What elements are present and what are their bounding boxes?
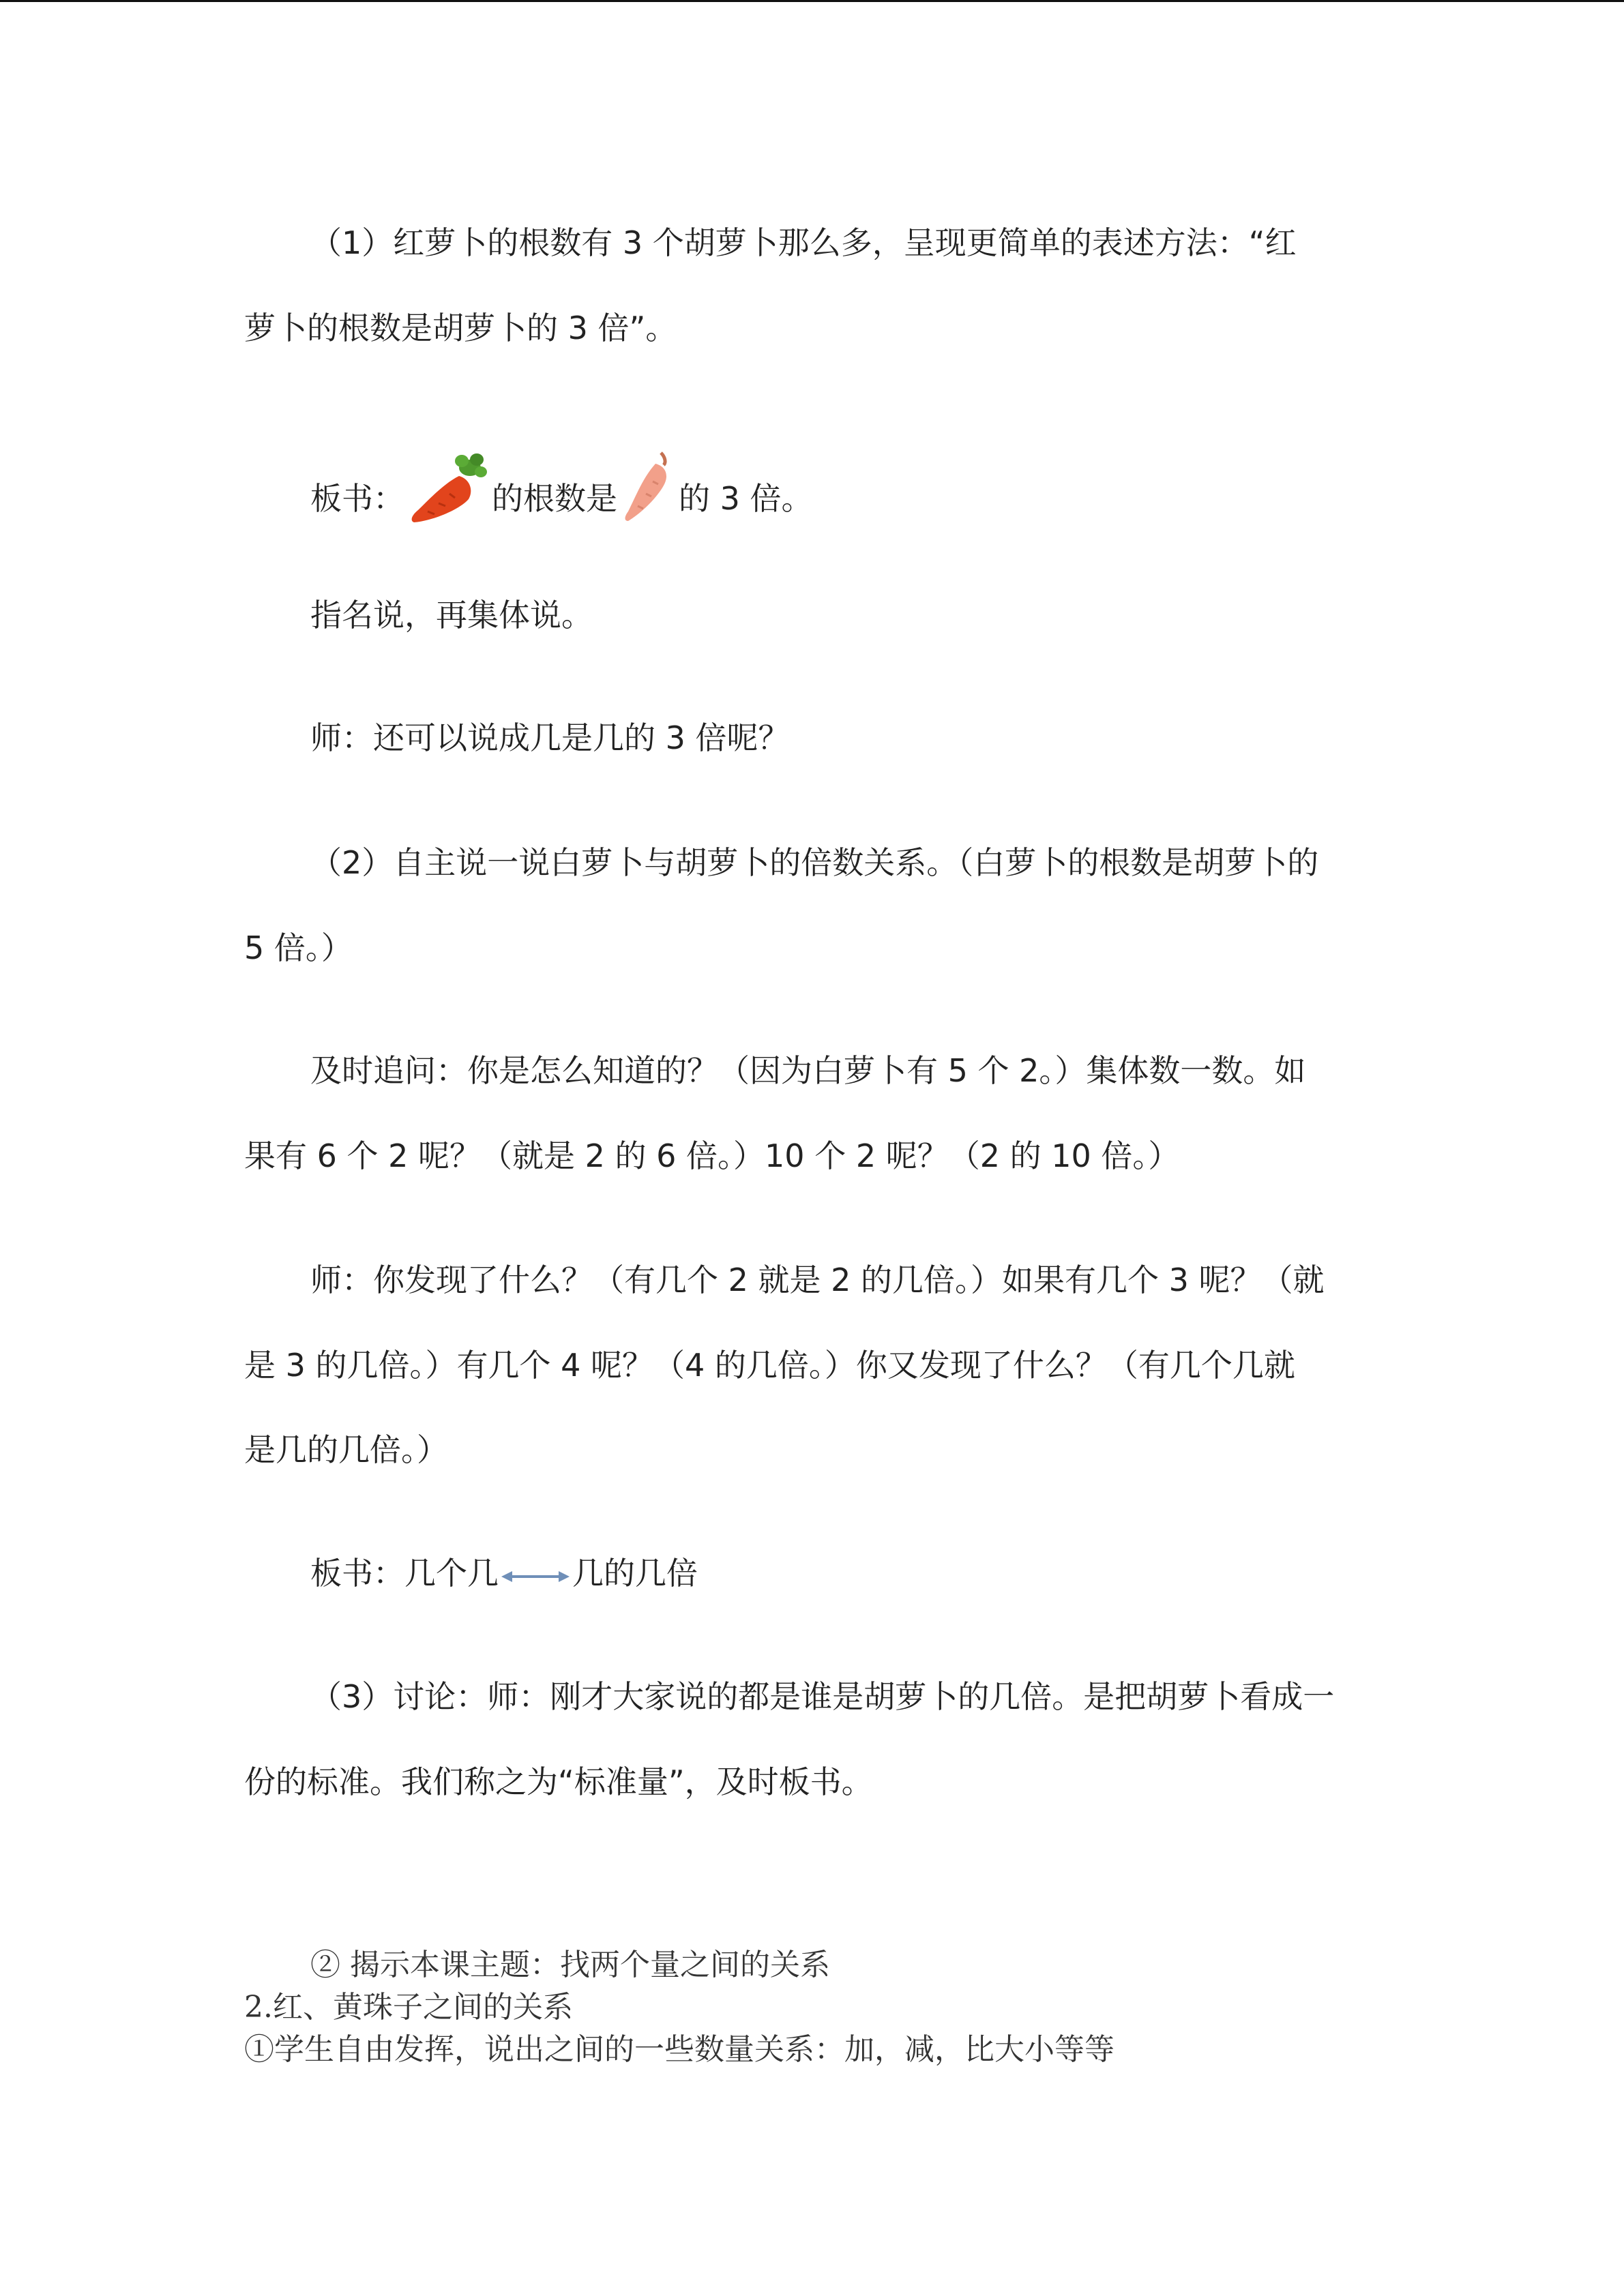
paragraph-10: ①学生自由发挥，说出之间的一些数量关系：加，减，比大小等等 bbox=[244, 2032, 1114, 2067]
paragraph-5-line-1: 及时追问：你是怎么知道的？（因为白萝卜有 5 个 2。）集体数一数。如 bbox=[310, 1052, 1306, 1089]
board-2-suffix: 几的几倍 bbox=[572, 1555, 698, 1592]
paragraph-7-line-2: 份的标准。我们称之为“标准量”，及时板书。 bbox=[244, 1763, 873, 1800]
board-text-middle: 的根数是 bbox=[492, 480, 617, 517]
paragraph-2: 指名说，再集体说。 bbox=[310, 597, 593, 633]
paragraph-4-line-2: 5 倍。） bbox=[244, 929, 353, 966]
board-text-suffix: 的 3 倍。 bbox=[679, 480, 813, 517]
paragraph-4-line-1: （2）自主说一说白萝卜与胡萝卜的倍数关系。（白萝卜的根数是胡萝卜的 bbox=[310, 844, 1319, 881]
paragraph-8: ② 揭示本课主题：找两个量之间的关系 bbox=[310, 1948, 830, 1982]
pale-carrot-icon bbox=[617, 450, 679, 552]
paragraph-1-line-1: （1）红萝卜的根数有 3 个胡萝卜那么多，呈现更简单的表述方法：“红 bbox=[310, 224, 1297, 261]
paragraph-1-line-2: 萝卜的根数是胡萝卜的 3 倍”。 bbox=[244, 310, 677, 346]
double-arrow-icon bbox=[500, 1554, 571, 1598]
paragraph-6-line-1: 师：你发现了什么？（有几个 2 就是 2 的几倍。）如果有几个 3 呢？（就 bbox=[310, 1262, 1325, 1298]
section-heading-2: 2.红、黄珠子之间的关系 bbox=[244, 1990, 573, 2025]
board-label: 板书： bbox=[310, 480, 404, 517]
paragraph-6-line-3: 是几的几倍。） bbox=[244, 1431, 448, 1468]
board-2-prefix: 板书：几个几 bbox=[310, 1555, 499, 1592]
board-note-1 bbox=[310, 450, 813, 525]
paragraph-5-line-2: 果有 6 个 2 呢？（就是 2 的 6 倍。）10 个 2 呢？（2 的 10 倍。） bbox=[244, 1137, 1180, 1174]
board-note-2 bbox=[310, 1551, 698, 1598]
paragraph-3: 师：还可以说成几是几的 3 倍呢？ bbox=[310, 719, 790, 756]
red-carrot-icon bbox=[404, 450, 492, 552]
paragraph-7-line-1: （3）讨论：师：刚才大家说的都是谁是胡萝卜的几倍。是把胡萝卜看成一 bbox=[310, 1678, 1335, 1715]
paragraph-6-line-2: 是 3 的几倍。）有几个 4 呢？（4 的几倍。）你又发现了什么？（有几个几就 bbox=[244, 1347, 1295, 1384]
